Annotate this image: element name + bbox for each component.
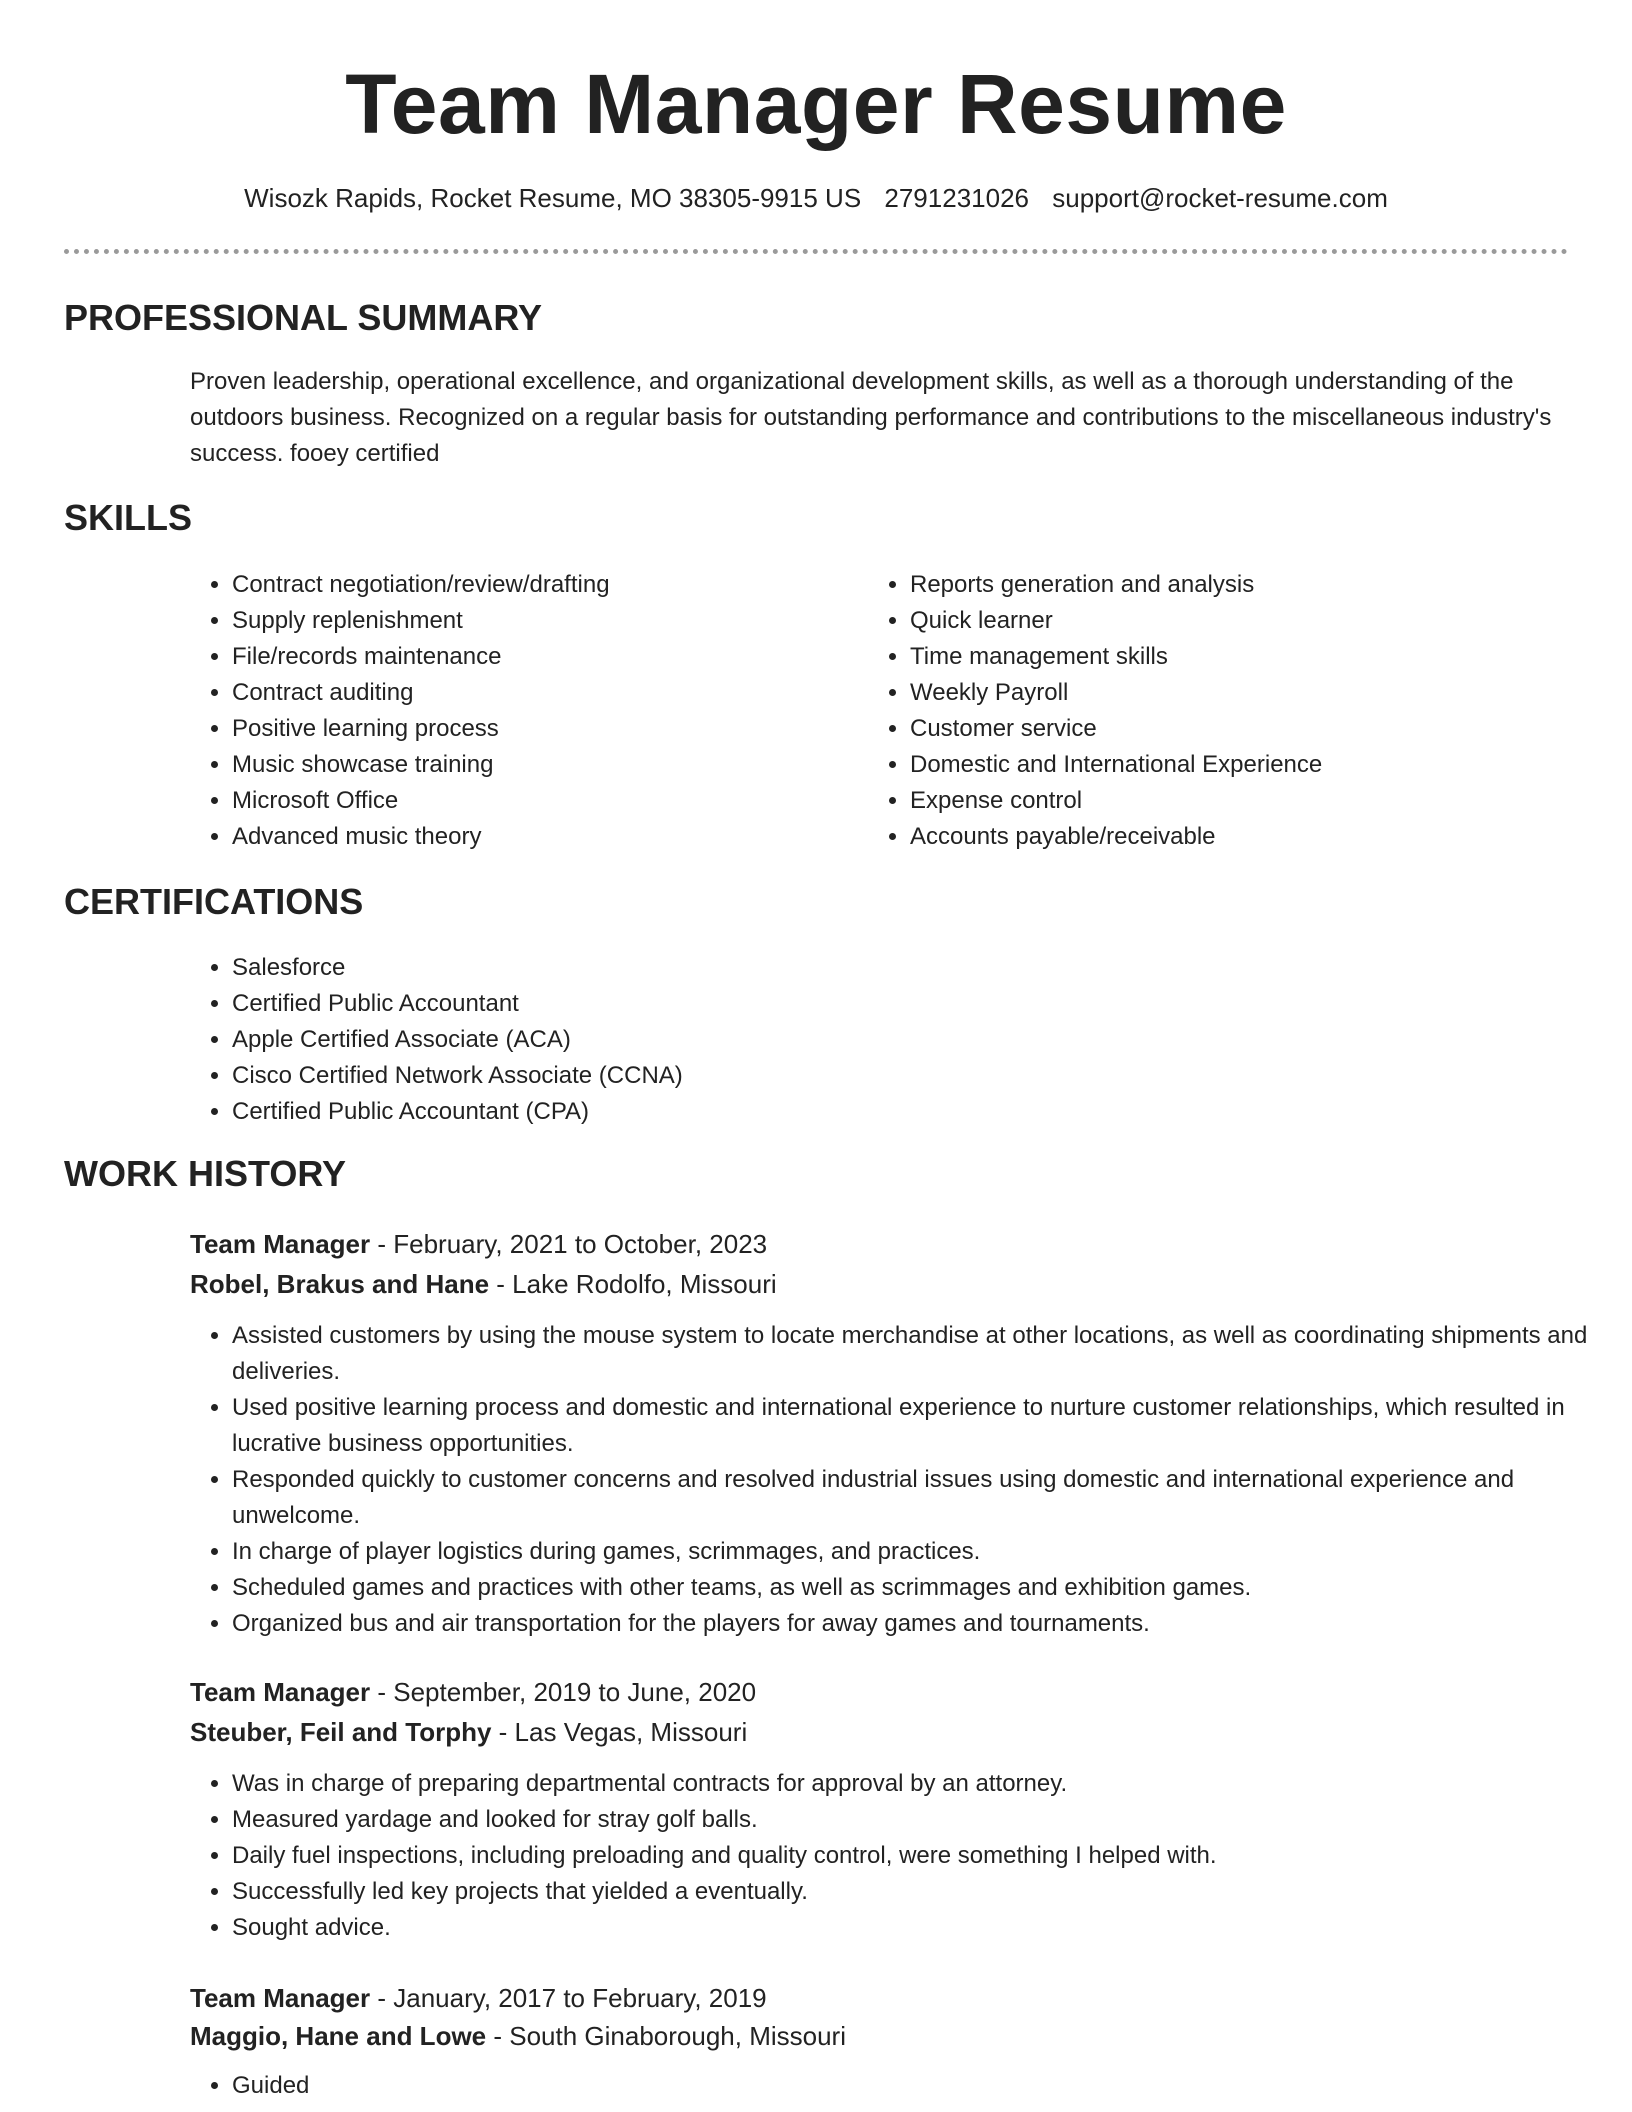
contact-email: support@rocket-resume.com — [1052, 183, 1388, 213]
list-item: • Domestic and International Experience — [910, 747, 1590, 783]
job-title: Team Manager — [190, 1983, 371, 2013]
certifications-list — [188, 950, 1132, 1130]
list-item: • Microsoft Office — [232, 783, 852, 819]
job-dates: - September, 2019 to June, 2020 — [370, 1677, 757, 1707]
list-item: • Certified Public Accountant — [232, 986, 1132, 1022]
list-item: • Contract negotiation/review/drafting — [232, 567, 852, 603]
list-item: • Positive learning process — [232, 711, 852, 747]
header-divider — [64, 249, 1568, 254]
job-title: Team Manager — [190, 1229, 371, 1259]
job-title-line — [190, 1672, 756, 1712]
section-title-summary: PROFESSIONAL SUMMARY — [64, 297, 543, 338]
resume-title: Team Manager Resume — [345, 57, 1287, 151]
job-bullets — [188, 1318, 1612, 1642]
list-item: • Organized bus and air transportation for the players for away games and tournaments. — [232, 1606, 1612, 1642]
list-item: • Weekly Payroll — [910, 675, 1590, 711]
list-item: • Was in charge of preparing departmental contracts for approval by an attorney. — [232, 1766, 1612, 1802]
list-item: • Accounts payable/receivable — [910, 819, 1590, 855]
list-item: • Time management skills — [910, 639, 1590, 675]
job-bullets — [188, 2068, 1612, 2104]
list-item: • Music showcase training — [232, 747, 852, 783]
list-item: • Supply replenishment — [232, 603, 852, 639]
list-item: • Expense control — [910, 783, 1590, 819]
list-item: • Responded quickly to customer concerns and resolved industrial issues using domestic and international experience and unwelcome. — [232, 1462, 1612, 1534]
job-title: Team Manager — [190, 1677, 371, 1707]
list-item: • Customer service — [910, 711, 1590, 747]
list-item: • Guided — [232, 2068, 1612, 2104]
list-item: • File/records maintenance — [232, 639, 852, 675]
job-company: Robel, Brakus and Hane — [190, 1269, 490, 1299]
job-company-line — [190, 1712, 747, 1752]
skills-list-left — [188, 567, 852, 855]
job-dates: - February, 2021 to October, 2023 — [370, 1229, 768, 1259]
job-dates: - January, 2017 to February, 2019 — [370, 1983, 767, 2013]
job-company-line — [190, 2016, 846, 2056]
section-title-work-history: WORK HISTORY — [64, 1153, 347, 1194]
job-location: - South Ginaborough, Missouri — [486, 2021, 846, 2051]
list-item: • Daily fuel inspections, including preloading and quality control, were something I helped with. — [232, 1838, 1612, 1874]
job-title-line — [190, 1978, 767, 2018]
list-item: • Salesforce — [232, 950, 1132, 986]
skills-list-right — [866, 567, 1590, 855]
contact-address: Wisozk Rapids, Rocket Resume, MO 38305-9915 US — [244, 183, 862, 213]
list-item: • Assisted customers by using the mouse system to locate merchandise at other locations, as well as coordinating shipments and deliveries. — [232, 1318, 1612, 1390]
list-item: • Reports generation and analysis — [910, 567, 1590, 603]
list-item: • Successfully led key projects that yielded a eventually. — [232, 1874, 1612, 1910]
list-item: • Apple Certified Associate (ACA) — [232, 1022, 1132, 1058]
job-company: Maggio, Hane and Lowe — [190, 2021, 487, 2051]
job-bullets — [188, 1766, 1612, 1946]
list-item: • Cisco Certified Network Associate (CCNA) — [232, 1058, 1132, 1094]
list-item: • Measured yardage and looked for stray golf balls. — [232, 1802, 1612, 1838]
list-item: • In charge of player logistics during games, scrimmages, and practices. — [232, 1534, 1612, 1570]
job-title-line — [190, 1224, 767, 1264]
section-title-certifications: CERTIFICATIONS — [64, 881, 364, 922]
list-item: • Certified Public Accountant (CPA) — [232, 1094, 1132, 1130]
summary-text: Proven leadership, operational excellence, and organizational development skills, as well as a thorough understanding of the outdoors business. Recognized on a regular basis for outstanding performance and contributions to the miscellaneous industry's success. fooey certified — [190, 368, 1552, 467]
contact-phone: 2791231026 — [884, 183, 1029, 213]
job-location: - Las Vegas, Missouri — [491, 1717, 748, 1747]
job-location: - Lake Rodolfo, Missouri — [489, 1269, 777, 1299]
job-company: Steuber, Feil and Torphy — [190, 1717, 492, 1747]
list-item: • Sought advice. — [232, 1910, 1612, 1946]
list-item: • Quick learner — [910, 603, 1590, 639]
contact-line — [0, 180, 1632, 216]
list-item: • Contract auditing — [232, 675, 852, 711]
list-item: • Used positive learning process and domestic and international experience to nurture customer relationships, which resulted in lucrative business opportunities. — [232, 1390, 1612, 1462]
section-title-skills: SKILLS — [64, 497, 193, 538]
job-company-line — [190, 1264, 777, 1304]
list-item: • Scheduled games and practices with other teams, as well as scrimmages and exhibition games. — [232, 1570, 1612, 1606]
list-item: • Advanced music theory — [232, 819, 852, 855]
